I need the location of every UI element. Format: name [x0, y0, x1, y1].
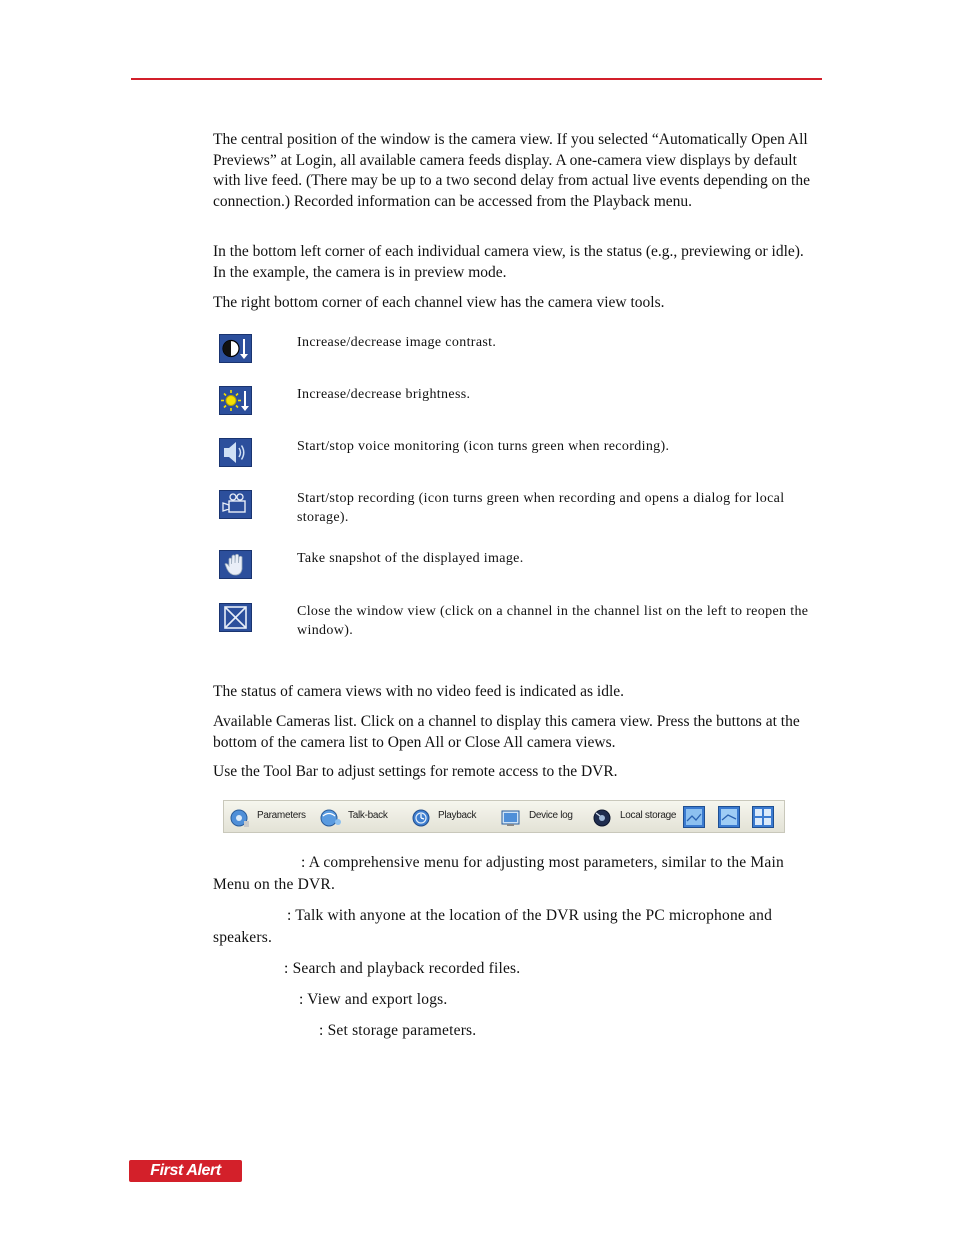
definition-talkback: : Talk with anyone at the location of the DVR using the PC microphone and speakers. — [213, 907, 773, 946]
close-window-icon — [219, 603, 252, 632]
brightness-icon — [219, 386, 252, 415]
contrast-icon — [219, 334, 252, 363]
tool-desc-voice: Start/stop voice monitoring (icon turns green when recording). — [297, 439, 670, 454]
tool-desc-snapshot: Take snapshot of the displayed image. — [297, 551, 524, 566]
header-rule — [131, 78, 822, 80]
full-view-icon — [718, 806, 740, 828]
definition-device-log: : View and export logs. — [299, 991, 448, 1008]
logo-text: First Alert — [150, 1162, 221, 1179]
definition-parameters: : A comprehensive menu for adjusting most parameters, similar to the Main Menu on the DVR. — [213, 854, 784, 893]
record-camera-icon — [219, 490, 252, 519]
parameters-icon — [228, 807, 250, 829]
intro-paragraph-camera-view: The central position of the window is the camera view. If you selected “Automatically Open All Previews” at Login, all available camera feeds display. A one-camera view displays by default with live feed. (There may be up to a two second delay from actual live events depending on the connection.) Recorded information can be accessed from the Playback menu. — [213, 131, 810, 211]
speaker-icon — [219, 438, 252, 467]
device-log-icon — [499, 807, 523, 829]
toolbar-full-view-button[interactable] — [718, 806, 740, 828]
snapshot-hand-icon — [219, 550, 252, 579]
talkback-icon — [319, 807, 343, 829]
quad-view-icon — [752, 806, 774, 828]
first-alert-logo — [129, 1160, 242, 1182]
toolbar-intro-paragraph: Use the Tool Bar to adjust settings for remote access to the DVR. — [213, 763, 618, 780]
intro-paragraph-tools: The right bottom corner of each channel view has the camera view tools. — [213, 294, 665, 311]
idle-status-paragraph: The status of camera views with no video feed is indicated as idle. — [213, 683, 625, 700]
definition-local-storage: : Set storage parameters. — [319, 1022, 477, 1039]
playback-icon — [410, 807, 432, 829]
definition-playback: : Search and playback recorded files. — [284, 960, 521, 977]
toolbar-quad-view-button[interactable] — [752, 806, 774, 828]
intro-paragraph-status: In the bottom left corner of each individual camera view, is the status (e.g., previewing or idle). In the example, the camera is in preview mode. — [213, 243, 804, 281]
tool-desc-recording: Start/stop recording (icon turns green when recording and opens a dialog for local storage). — [297, 491, 785, 525]
camera-list-paragraph: Available Cameras list. Click on a channel to display this camera view. Press the buttons at the bottom of the camera list to Open All or Close All camera views. — [213, 713, 800, 751]
tool-desc-brightness: Increase/decrease brightness. — [297, 387, 471, 402]
single-view-icon — [683, 806, 705, 828]
dvr-toolbar: Parameters Talk-back Playback Device log Local storage — [223, 800, 785, 833]
tool-desc-close: Close the window view (click on a channel in the channel list on the left to reopen the window). — [297, 604, 809, 638]
toolbar-single-view-button[interactable] — [683, 806, 705, 828]
local-storage-icon — [591, 807, 613, 829]
tool-desc-contrast: Increase/decrease image contrast. — [297, 335, 497, 350]
